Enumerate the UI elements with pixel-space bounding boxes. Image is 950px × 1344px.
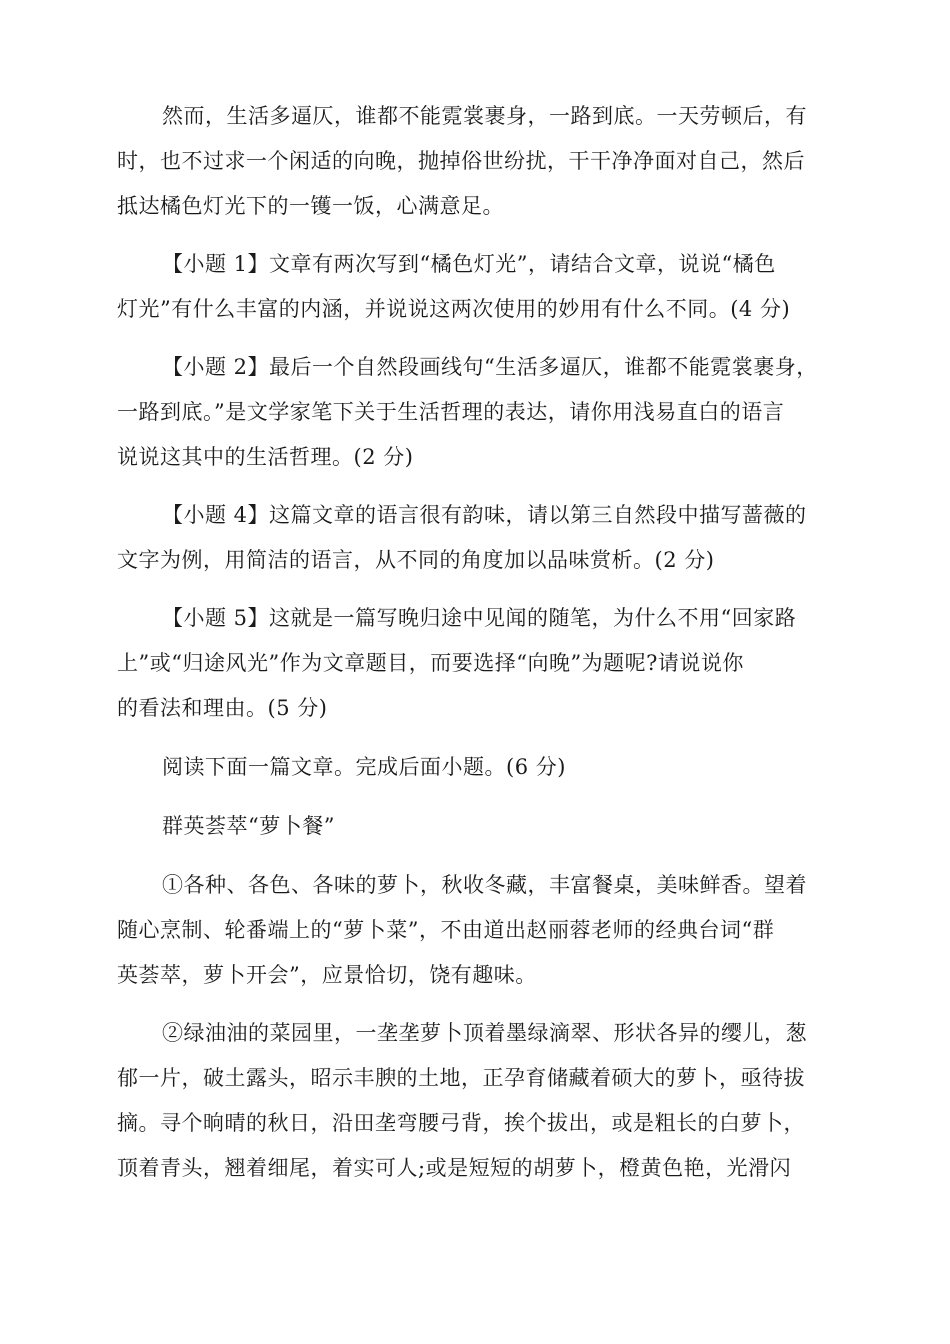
- text-line: 的看法和理由。(5 分): [117, 696, 328, 720]
- reading-instruction: [117, 745, 837, 790]
- text-line: ①各种、各色、各味的萝卜，秋收冬藏，丰富餐桌，美味鲜香。望着: [162, 873, 807, 897]
- text-line: 【小题 4】这篇文章的语言很有韵味，请以第三自然段中描写蔷薇的: [162, 503, 807, 527]
- text-line: 上”或“归途风光”作为文章题目，而要选择“向晚”为题呢?请说说你: [117, 651, 744, 675]
- text-line: 抵达橘色灯光下的一镬一饭，心满意足。: [117, 194, 504, 218]
- text-line: 文字为例，用简洁的语言，从不同的角度加以品味赏析。(2 分): [117, 548, 715, 572]
- question-5: [117, 596, 837, 731]
- text-line: 顶着青头，翘着细尾，着实可人;或是短短的胡萝卜，橙黄色艳，光滑闪: [117, 1156, 792, 1180]
- article-paragraph-1: [117, 863, 837, 998]
- text-line: 时，也不过求一个闲适的向晚，抛掉俗世纷扰，干干净净面对自己，然后: [117, 149, 805, 173]
- text-line: 【小题 1】文章有两次写到“橘色灯光”，请结合文章，说说“橘色: [162, 252, 776, 276]
- text-line: 随心烹制、轮番端上的“萝卜菜”，不由道出赵丽蓉老师的经典台词“群: [117, 918, 775, 942]
- text-line: 灯光”有什么丰富的内涵，并说说这两次使用的妙用有什么不同。(4 分): [117, 297, 791, 321]
- closing-paragraph: [117, 94, 837, 229]
- text-line: ②绿油油的菜园里，一垄垄萝卜顶着墨绿滴翠、形状各异的缨儿，葱: [162, 1021, 807, 1045]
- text-line: 阅读下面一篇文章。完成后面小题。(6 分): [162, 755, 566, 779]
- text-line: 郁一片，破土露头，昭示丰腴的土地，正孕育储藏着硕大的萝卜，亟待拔: [117, 1066, 805, 1090]
- document-page: [117, 94, 837, 1191]
- question-1: [117, 242, 837, 332]
- text-line: 英荟萃，萝卜开会”，应景恰切，饶有趣味。: [117, 963, 537, 987]
- question-2: [117, 345, 837, 480]
- text-line: 说说这其中的生活哲理。(2 分): [117, 445, 414, 469]
- article-paragraph-2: [117, 1011, 837, 1191]
- text-line: 【小题 2】最后一个自然段画线句“生活多逼仄，谁都不能霓裳裹身，: [162, 355, 818, 379]
- text-line: 【小题 5】这就是一篇写晚归途中见闻的随笔，为什么不用“回家路: [162, 606, 797, 630]
- text-line: 群英荟萃“萝卜餐”: [162, 814, 335, 838]
- question-4: [117, 493, 837, 583]
- article-title: [117, 804, 837, 849]
- text-line: 摘。寻个晌晴的秋日，沿田垄弯腰弓背，挨个拔出，或是粗长的白萝卜，: [117, 1111, 805, 1135]
- text-line: 然而，生活多逼仄，谁都不能霓裳裹身，一路到底。一天劳顿后，有: [162, 104, 807, 128]
- text-line: 一路到底。”是文学家笔下关于生活哲理的表达，请你用浅易直白的语言: [117, 400, 785, 424]
